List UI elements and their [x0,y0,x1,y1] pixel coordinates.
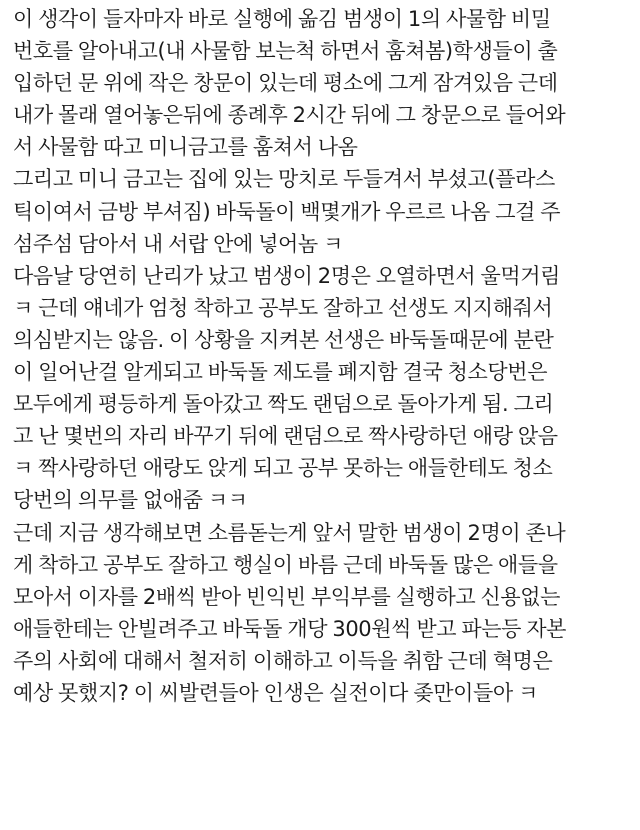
text-line: 서 사물함 따고 미니금고를 훔쳐서 나옴 [13,135,358,160]
text-line: ㅋ 짝사랑하던 애랑도 앉게 되고 공부 못하는 애들한테도 청소 [13,456,553,481]
text-line: 게 착하고 공부도 잘하고 행실이 바름 근데 바둑돌 많은 애들을 [13,552,558,577]
text-line: 애들한테는 안빌려주고 바둑돌 개당 300원씩 받고 파는등 자본 [13,616,567,641]
text-line: 근데 지금 생각해보면 소름돋는게 앞서 말한 범생이 2명이 존나 [13,520,566,545]
text-line: 입하던 문 위에 작은 창문이 있는데 평소에 그게 잠겨있음 근데 [13,71,558,96]
text-line: 이 일어난걸 알게되고 바둑돌 제도를 폐지함 결국 청소당번은 [13,360,548,385]
text-line: 그리고 미니 금고는 집에 있는 망치로 두들겨서 부셨고(플라스 [13,167,555,192]
text-line: 번호를 알아내고(내 사물함 보는척 하면서 훔쳐봄)학생들이 출 [13,39,558,64]
text-line: 모두에게 평등하게 돌아갔고 짝도 랜덤으로 돌아가게 됨. 그리 [13,392,554,417]
text-line: 주의 사회에 대해서 철저히 이해하고 이득을 취함 근데 혁명은 [13,648,553,673]
text-line: 모아서 이자를 2배씩 받아 빈익빈 부익부를 실행하고 신용없는 [13,584,561,609]
text-line: 이 생각이 들자마자 바로 실행에 옮김 범생이 1의 사물함 비밀 [13,7,551,31]
text-line: 당번의 의무를 없애줌 ㅋㅋ [13,488,248,513]
text-line: 의심받지는 않음. 이 상황을 지켜본 선생은 바둑돌때문에 분란 [13,327,554,352]
paragraph-3 [13,260,634,517]
text-line: 다음날 당연히 난리가 났고 범생이 2명은 오열하면서 울먹거림 [13,263,561,288]
paragraph-2 [13,163,634,259]
text-line: ㅋ 근데 얘네가 엄청 착하고 공부도 잘하고 선생도 지지해줘서 [13,295,553,320]
text-line: 틱이여서 금방 부셔짐) 바둑돌이 백몇개가 우르르 나옴 그걸 주 [13,199,561,224]
text-line: 예상 못했지? 이 씨발련들아 인생은 실전이다 좆만이들아 ㅋ [13,680,538,705]
text-line: 섬주섬 담아서 내 서랍 안에 넣어놈 ㅋ [13,231,343,256]
paragraph-1 [13,3,634,163]
text-line: 내가 몰래 열어놓은뒤에 종례후 2시간 뒤에 그 창문으로 들어와 [13,103,566,128]
text-line: 고 난 몇번의 자리 바꾸기 뒤에 랜덤으로 짝사랑하던 애랑 앉음 [13,424,558,449]
paragraph-4 [13,517,634,710]
